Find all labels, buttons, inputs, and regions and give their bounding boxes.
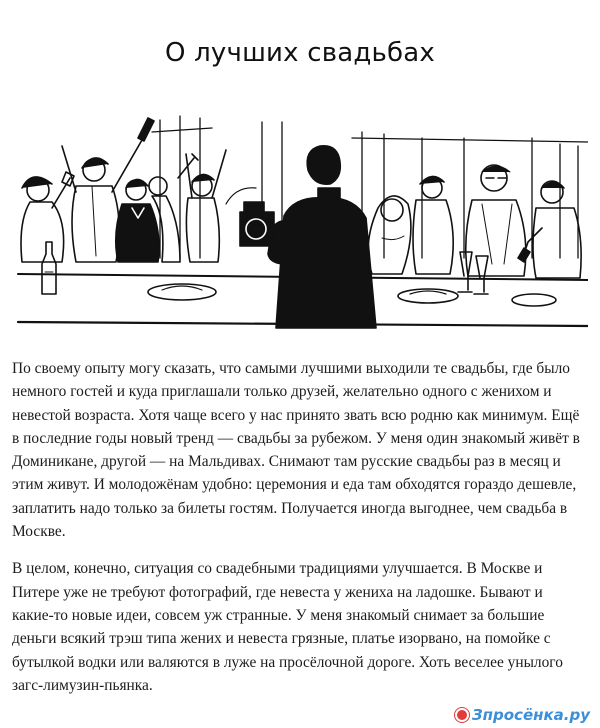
page-title: О лучших свадьбах <box>164 38 436 68</box>
site-watermark <box>455 704 590 726</box>
champagne-glasses <box>458 252 488 294</box>
article-body <box>12 357 588 711</box>
watermark-text: Зпросёнка.ру <box>471 706 590 724</box>
guest-man-laughing <box>518 181 581 278</box>
wine-bottle <box>42 242 56 294</box>
guest-woman-raising-glass <box>21 172 74 262</box>
plate-left <box>148 284 216 300</box>
photographer-silhouette <box>226 146 376 328</box>
guest-man-arms-raised <box>186 150 226 262</box>
ball-icon <box>455 708 469 722</box>
bride-veiled <box>368 196 411 274</box>
paragraph-2: В целом, конечно, ситуация со свадебными традициями улучшается. В Москве и Питере уже не требуют фотографий, где невеста у жениха на ладошке. Бывают и какие-то новые идеи, совсем уж странные. У меня знакомый снимает за большие деньги всякий трэш типа жених и невеста грязные, платье изорвано, на помойке с бутылкой водки или валяются в луже на просёлочной дороге. Хоть веселее унылого загс-лимузин-пьянка. <box>12 560 563 694</box>
wedding-party-illustration <box>12 108 588 338</box>
guest-couple-kissing <box>116 154 198 262</box>
bowl-right <box>512 294 556 306</box>
groom-slumped <box>413 176 453 274</box>
guest-man-glasses <box>466 165 526 276</box>
paragraph-1: По своему опыту могу сказать, что самыми лучшими выходили те свадьбы, где было немного гостей и куда приглашали только друзей, желательно одного с женихом и невестой возраста. Хотя чаще всего у нас принято звать всю родню как минимум. Ещё в последние годы новый тренд — свадьбы за рубежом. У меня один знакомый живёт в Доминикане, другой — на Мальдивах. Снимают там русские свадьбы раз в месяц и этим живут. И молодожёнам удобно: церемония и еда там обходятся гораздо дешевле, заплатить надо только за билеты гостям. Получается иногда выгоднее, чем свадьба в Москве. <box>12 360 580 541</box>
plate-right <box>398 289 458 303</box>
